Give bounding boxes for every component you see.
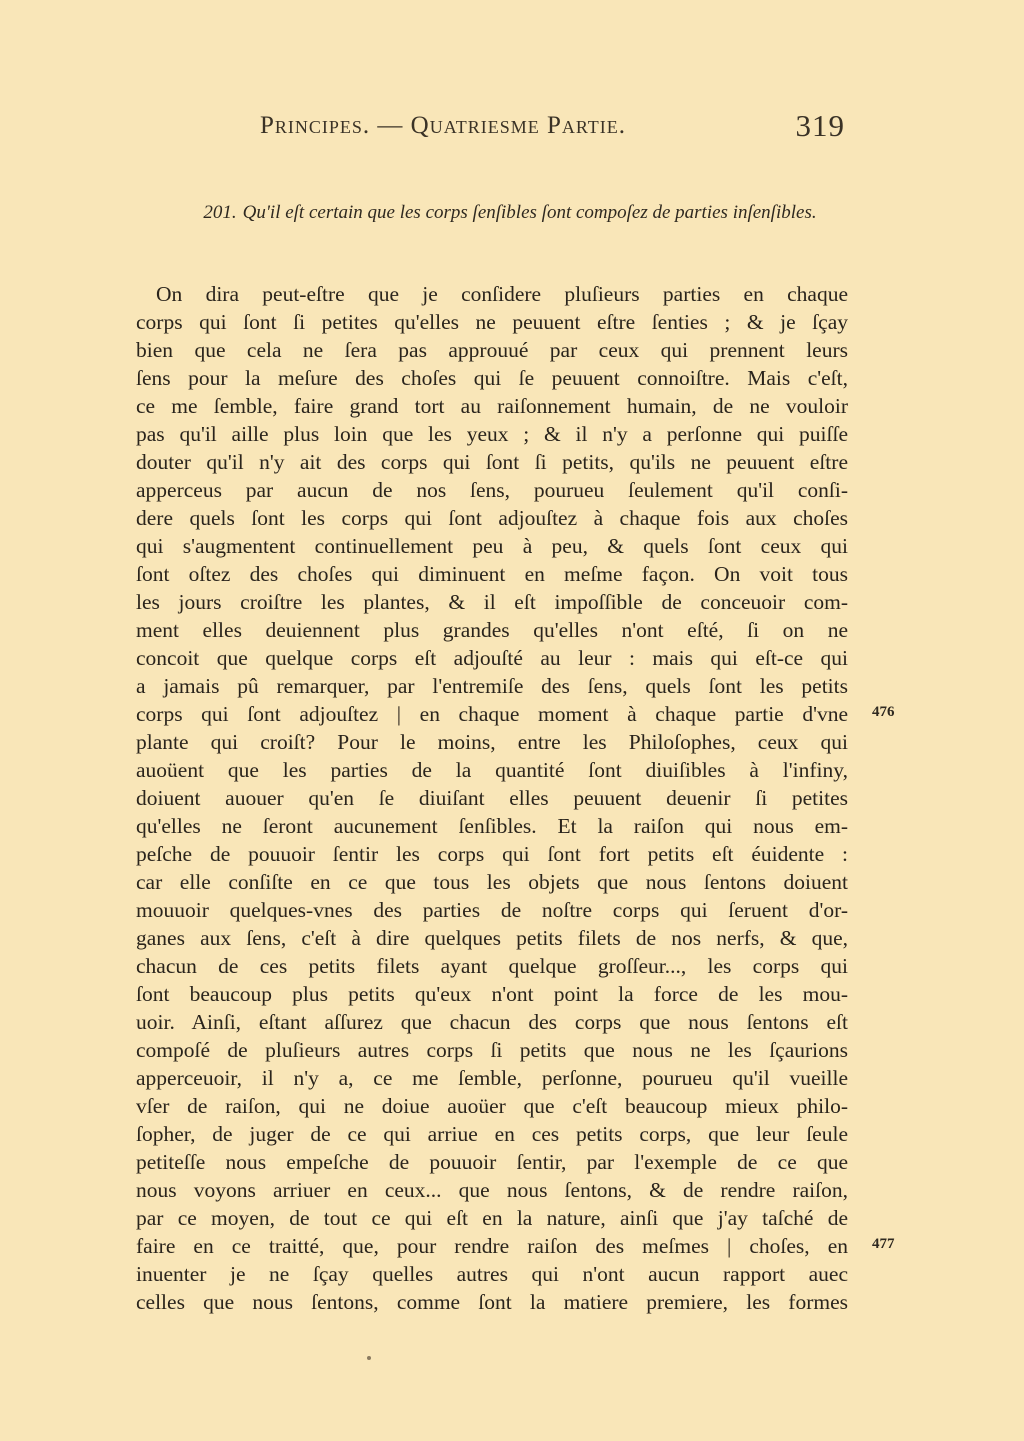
text-line: plante qui croiſt? Pour le moins, entre les Philoſophes, ceux qui: [136, 730, 848, 754]
page-number: 319: [795, 108, 845, 143]
text-line: compoſé de pluſieurs autres corps ſi petits que nous ne les ſçaurions: [136, 1038, 848, 1062]
text-line: les jours croiſtre les plantes, & il eſt impoſſible de conceuoir com-: [136, 590, 848, 614]
text-line: pas qu'il aille plus loin que les yeux ; & il n'y a perſonne qui puiſſe: [136, 422, 848, 446]
text-line: bien que cela ne ſera pas approuué par ceux qui prennent leurs: [136, 338, 848, 362]
text-line: corps qui ſont ſi petites qu'elles ne peuuent eſtre ſenties ; & je ſçay: [136, 310, 848, 334]
text-line: On dira peut-eſtre que je conſidere pluſieurs parties en chaque: [156, 282, 848, 306]
running-title: Principes. — Quatriesme Partie.: [260, 112, 627, 139]
text-line: doiuent auouer qu'en ſe diuiſant elles peuuent deuenir ſi petites: [136, 786, 848, 810]
text-line: corps qui ſont adjouſtez | en chaque moment à chaque partie d'vne: [136, 702, 848, 726]
text-line: a jamais pû remarquer, par l'entremiſe des ſens, quels ſont les petits: [136, 674, 848, 698]
text-line: uoir. Ainſi, eſtant aſſurez que chacun des corps que nous ſentons eſt: [136, 1010, 848, 1034]
section-title: Qu'il eſt certain que les corps ſenſibles ſont compoſez de parties inſenſibles.: [242, 202, 817, 223]
text-line: ganes aux ſens, c'eſt à dire quelques petits filets de nos nerfs, & que,: [136, 926, 848, 950]
text-line: concoit que quelque corps eſt adjouſté au leur : mais qui eſt-ce qui: [136, 646, 848, 670]
text-line: car elle conſiſte en ce que tous les objets que nous ſentons doiuent: [136, 870, 848, 894]
text-line: faire en ce traitté, que, pour rendre raiſon des meſmes | choſes, en: [136, 1234, 848, 1258]
text-line: ſens pour la meſure des choſes qui ſe peuuent connoiſtre. Mais c'eſt,: [136, 366, 848, 390]
margin-page-reference: 476: [872, 704, 895, 720]
body-text: [136, 280, 848, 1316]
text-line: apperceuoir, il n'y a, ce me ſemble, perſonne, pourueu qu'il vueille: [136, 1066, 848, 1090]
text-line: vſer de raiſon, qui ne doiue auoüer que c'eſt beaucoup mieux philo-: [136, 1094, 848, 1118]
text-line: celles que nous ſentons, comme ſont la matiere premiere, les formes: [136, 1290, 848, 1314]
section-number: 201.: [203, 202, 237, 223]
text-line: par ce moyen, de tout ce qui eſt en la nature, ainſi que j'ay taſché de: [136, 1206, 848, 1230]
text-line: auoüent que les parties de la quantité ſont diuiſibles à l'infiny,: [136, 758, 848, 782]
text-line: ſont beaucoup plus petits qu'eux n'ont point la force de les mou-: [136, 982, 848, 1006]
text-line: mouuoir quelques-vnes des parties de noſtre corps qui ſeruent d'or-: [136, 898, 848, 922]
page-mark: [367, 1356, 371, 1360]
margin-page-reference: 477: [872, 1236, 895, 1252]
text-line: ſont oſtez des choſes qui diminuent en meſme façon. On voit tous: [136, 562, 848, 586]
text-line: nous voyons arriuer en ceux... que nous ſentons, & de rendre raiſon,: [136, 1178, 848, 1202]
text-line: inuenter je ne ſçay quelles autres qui n'ont aucun rapport auec: [136, 1262, 848, 1286]
text-line: dere quels ſont les corps qui ſont adjouſtez à chaque fois aux choſes: [136, 506, 848, 530]
text-line: qu'elles ne ſeront aucunement ſenſibles. Et la raiſon qui nous em-: [136, 814, 848, 838]
text-line: peſche de pouuoir ſentir les corps qui ſont fort petits eſt éuidente :: [136, 842, 848, 866]
text-line: ment elles deuiennent plus grandes qu'elles n'ont eſté, ſi on ne: [136, 618, 848, 642]
text-line: petiteſſe nous empeſche de pouuoir ſentir, par l'exemple de ce que: [136, 1150, 848, 1174]
page-header: [260, 108, 845, 148]
section-heading: [190, 200, 830, 226]
text-line: qui s'augmentent continuellement peu à peu, & quels ſont ceux qui: [136, 534, 848, 558]
text-line: ſopher, de juger de ce qui arriue en ces petits corps, que leur ſeule: [136, 1122, 848, 1146]
text-line: apperceus par aucun de nos ſens, pourueu ſeulement qu'il conſi-: [136, 478, 848, 502]
text-line: chacun de ces petits filets ayant quelque groſſeur..., les corps qui: [136, 954, 848, 978]
text-line: douter qu'il n'y ait des corps qui ſont ſi petits, qu'ils ne peuuent eſtre: [136, 450, 848, 474]
text-line: ce me ſemble, faire grand tort au raiſonnement humain, de ne vouloir: [136, 394, 848, 418]
